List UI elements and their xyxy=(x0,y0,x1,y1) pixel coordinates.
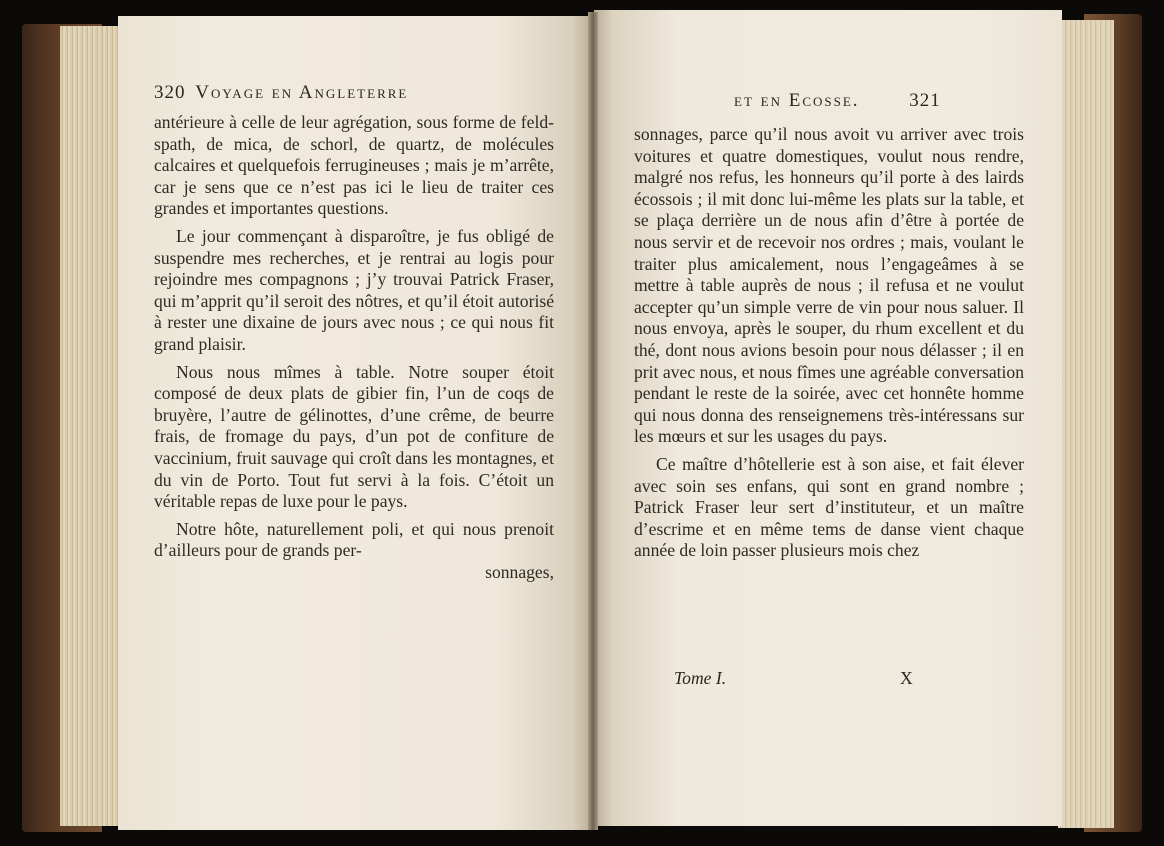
right-paragraph-2: Ce maître d’hôtellerie est à son aise, et fait élever avec soin ses enfans, qui sont en grand nombre ; Patrick Fraser leur sert d’instituteur, et un maître d’escrime et en même tems de danse vient chaque année de loin passer plusieurs mois chez xyxy=(634,453,1024,561)
left-paragraph-2: Le jour commençant à disparoître, je fus obligé de suspendre mes recherches, et je rentrai au logis pour rejoindre mes compagnons ; j’y trouvai Patrick Fraser, qui m’apprit qu’il seroit des nôtres, et qu’il étoit autorisé à rester une dixaine de jours avec nous ; ce qui nous fit grand plaisir. xyxy=(154,225,554,354)
right-text-block xyxy=(634,124,1024,562)
left-paragraph-1: antérieure à celle de leur agrégation, sous forme de feld-spath, de mica, de schorl, de quartz, de molécules calcaires et quelquefois ferrugineuses ; mais je m’arrête, car je sens que ce n’est pas ici le lieu de traiter ces grandes et importantes questions. xyxy=(154,112,554,219)
left-text-block xyxy=(154,112,554,583)
open-book xyxy=(22,10,1142,840)
signature-mark: X xyxy=(900,668,914,688)
left-page xyxy=(118,16,592,830)
right-page-number: 321 xyxy=(909,90,941,111)
right-page xyxy=(594,10,1062,826)
book-gutter xyxy=(588,12,598,830)
left-running-head xyxy=(154,82,408,104)
left-paragraph-4: Notre hôte, naturellement poli, et qui nous prenoit d’ailleurs pour de grands per- xyxy=(154,518,554,561)
left-page-number: 320 xyxy=(154,82,186,103)
right-page-footer xyxy=(674,668,984,689)
left-paragraph-3: Nous nous mîmes à table. Notre souper étoit composé de deux plats de gibier fin, l’un de coqs de bruyère, l’autre de gélinottes, d’une crême, de beurre frais, de fromage du pays, d’un pot de confiture de vaccinium, fruit sauvage qui croît dans les montagnes, et du vin de Porto. Tout fut servi à la fois. C’étoit un véritable repas de luxe pour le pays. xyxy=(154,361,554,512)
right-running-head xyxy=(734,90,941,112)
right-paragraph-1: sonnages, parce qu’il nous avoit vu arriver avec trois voitures et quatre domestiques, voulut nous rendre, malgré nos refus, les honneurs qu’il porte à des lairds écossois ; il mit donc lui-même les plats sur la table, et se plaça derrière un de nous afin d’être à portée de nous servir et de recevoir nos ordres ; mais, voulant le traiter plus amicalement, nous l’engageâmes à se mettre à table auprès de nous ; il refusa et ne voulut accepter qu’un simple verre de vin pour nous saluer. Il nous envoya, après le souper, du rhum excellent et du thé, dont nous avions besoin pour nous délasser ; il en prit avec nous, et nous fîmes une agréable conversation pendant le reste de la soirée, avec cet honnête homme qui nous donna des renseignemens très-intéressans sur les mœurs et sur les usages du pays. xyxy=(634,124,1024,447)
volume-label: Tome I. xyxy=(674,668,727,688)
right-page-edges xyxy=(1058,20,1114,828)
left-running-title: Voyage en Angleterre xyxy=(195,82,409,103)
right-running-title: et en Ecosse. xyxy=(734,90,860,111)
left-page-edges xyxy=(60,26,122,826)
left-catchword: sonnages, xyxy=(485,561,554,582)
